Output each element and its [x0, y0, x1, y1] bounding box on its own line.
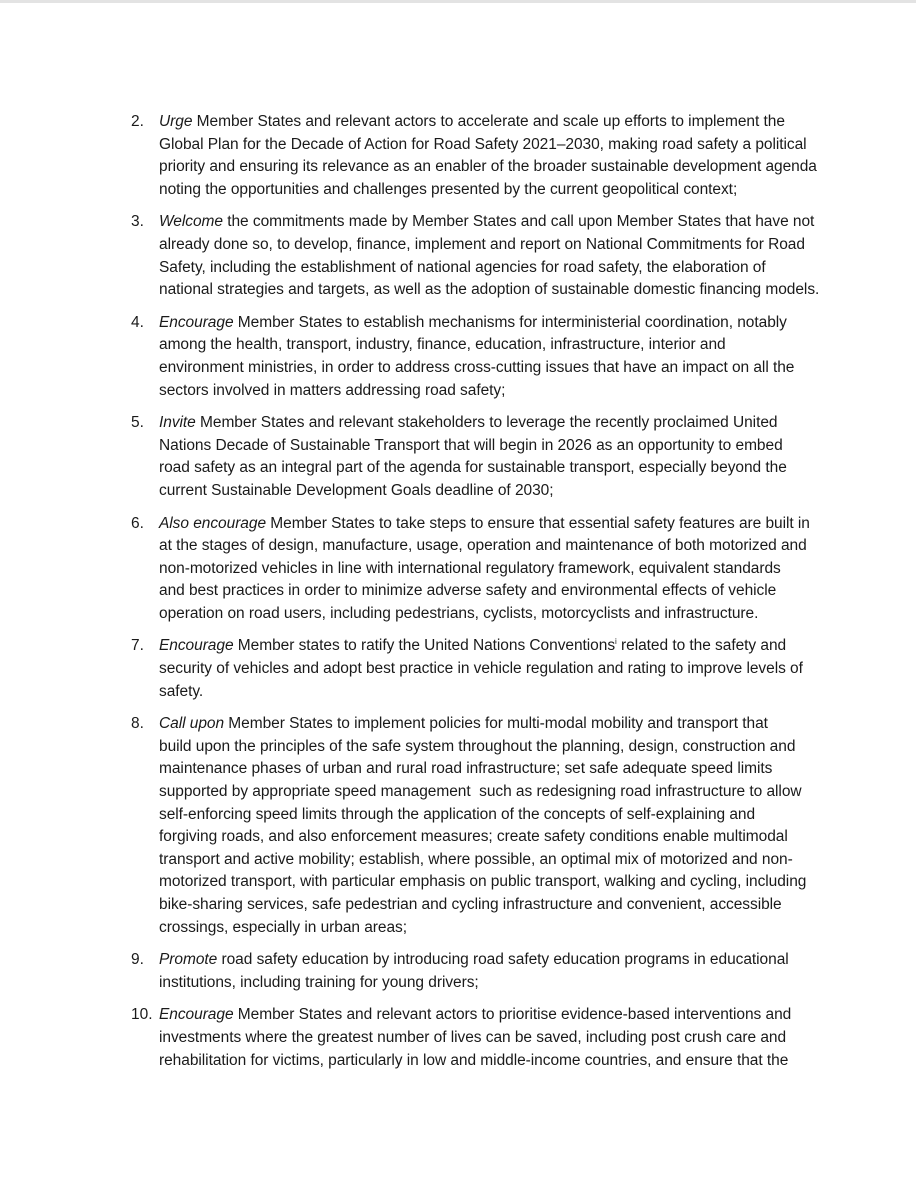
clause-line: sectors involved in matters addressing road safety;: [159, 381, 506, 399]
clause-line: [159, 412, 821, 435]
clause-number: 4.: [131, 313, 144, 331]
clause-line: [159, 111, 821, 134]
clause-line: [159, 713, 821, 736]
clause-line: Nations Decade of Sustainable Transport that will begin in 2026 as an opportunity to embed: [159, 436, 783, 454]
clause-number: 8.: [131, 715, 144, 733]
clause-10: [131, 1004, 821, 1072]
clause-line: forgiving roads, and also enforcement measures; create safety conditions enable multimodal: [159, 828, 788, 846]
clause-line: at the stages of design, manufacture, usage, operation and maintenance of both motorized and: [159, 537, 807, 555]
clause-line-text: the commitments made by Member States and call upon Member States that have not: [222, 213, 815, 231]
clause-line: Global Plan for the Decade of Action for Road Safety 2021–2030, making road safety a political: [159, 135, 807, 153]
clause-line-text: road safety education by introducing road safety education programs in educational: [217, 951, 789, 969]
clause-line: national strategies and targets, as well as the adoption of sustainable domestic financing models.: [159, 281, 820, 299]
operative-verb: Encourage: [159, 637, 234, 655]
clause-text: [159, 211, 821, 301]
operative-verb: Encourage: [159, 313, 234, 331]
clause-line: [159, 1004, 821, 1027]
clause-line-text: Member States and relevant actors to prioritise evidence-based interventions and: [233, 1006, 792, 1024]
clause-line: and best practices in order to minimize adverse safety and environmental effects of vehicle: [159, 582, 777, 600]
clause-line: noting the opportunities and challenges presented by the current geopolitical context;: [159, 180, 738, 198]
clause-8: [131, 713, 821, 939]
clause-line: self-enforcing speed limits through the application of the concepts of self-explaining and: [159, 805, 756, 823]
clause-line: operation on road users, including pedestrians, cyclists, motorcyclists and infrastructure.: [159, 604, 759, 622]
clause-line: environment ministries, in order to address cross-cutting issues that have an impact on all the: [159, 358, 795, 376]
clause-line-text: related to the safety and: [616, 637, 787, 655]
clause-number: 3.: [131, 213, 144, 231]
clause-line: rehabilitation for victims, particularly in low and middle-income countries, and ensure that the: [159, 1051, 789, 1069]
operative-verb: Urge: [159, 113, 193, 130]
operative-verb: Also encourage: [159, 514, 267, 532]
operative-verb: Encourage: [159, 1006, 234, 1024]
clause-6: [131, 513, 821, 626]
clause-number: 2.: [131, 113, 144, 130]
clause-line-text: Member States to implement policies for multi-modal mobility and transport that: [224, 715, 768, 733]
clause-text: [159, 513, 821, 626]
clause-line: motorized transport, with particular emphasis on public transport, walking and cycling, including: [159, 873, 807, 891]
clause-line: [159, 211, 821, 234]
clause-number: 5.: [131, 414, 144, 432]
clause-number: 10.: [131, 1006, 153, 1024]
clause-line: transport and active mobility; establish, where possible, an optimal mix of motorized and non-: [159, 850, 793, 868]
clause-text: [159, 635, 821, 703]
clause-text: [159, 312, 821, 402]
operative-verb: Promote: [159, 951, 218, 969]
clause-text: [159, 111, 821, 201]
clause-9: [131, 949, 821, 994]
page-top-border: [0, 0, 916, 3]
clause-line: [159, 635, 821, 658]
clause-line: already done so, to develop, finance, implement and report on National Commitments for Road: [159, 235, 805, 253]
clause-line-text: Member States and relevant actors to accelerate and scale up efforts to implement the: [192, 113, 785, 130]
document-page: [131, 111, 821, 1082]
clause-7: [131, 635, 821, 703]
clause-number: 6.: [131, 514, 144, 532]
clause-line: current Sustainable Development Goals deadline of 2030;: [159, 481, 554, 499]
clause-line: institutions, including training for young drivers;: [159, 973, 479, 991]
operative-verb: Welcome: [159, 213, 223, 231]
clause-line-text: Member states to ratify the United Nations Conventions: [233, 637, 616, 655]
footnote-marker[interactable]: i: [615, 637, 617, 647]
clause-line-text: Member States to take steps to ensure that essential safety features are built in: [266, 514, 810, 532]
clause-number: 7.: [131, 637, 144, 655]
clause-text: [159, 1004, 821, 1072]
clause-number: 9.: [131, 951, 144, 969]
clause-text: [159, 412, 821, 502]
clause-line-text: Member States to establish mechanisms for interministerial coordination, notably: [233, 313, 787, 331]
clause-line: build upon the principles of the safe system throughout the planning, design, construction and: [159, 737, 796, 755]
clause-4: [131, 312, 821, 402]
clause-2: [131, 111, 821, 201]
clause-3: [131, 211, 821, 301]
clause-line: maintenance phases of urban and rural road infrastructure; set safe adequate speed limits: [159, 760, 773, 778]
clause-line: among the health, transport, industry, finance, education, infrastructure, interior and: [159, 336, 726, 354]
clause-line: non-motorized vehicles in line with international regulatory framework, equivalent standards: [159, 559, 781, 577]
clause-line: safety.: [159, 682, 204, 700]
clause-line: priority and ensuring its relevance as an enabler of the broader sustainable development agenda: [159, 158, 817, 176]
clause-line: security of vehicles and adopt best practice in vehicle regulation and rating to improve levels of: [159, 660, 803, 678]
clause-text: [159, 949, 821, 994]
clause-line: [159, 949, 821, 972]
operative-verb: Invite: [159, 414, 196, 432]
clause-line: road safety as an integral part of the agenda for sustainable transport, especially beyond the: [159, 459, 787, 477]
clause-text: [159, 713, 821, 939]
clause-line: [159, 513, 821, 536]
clause-5: [131, 412, 821, 502]
clause-line: crossings, especially in urban areas;: [159, 918, 407, 936]
operative-verb: Call upon: [159, 715, 225, 733]
clause-line: investments where the greatest number of lives can be saved, including post crush care and: [159, 1028, 787, 1046]
clause-line: Safety, including the establishment of national agencies for road safety, the elaboration of: [159, 258, 766, 276]
clause-line-text: Member States and relevant stakeholders to leverage the recently proclaimed United: [195, 414, 778, 432]
clause-line: [159, 312, 821, 335]
clause-line: supported by appropriate speed management such as redesigning road infrastructure to allow: [159, 783, 802, 801]
clause-line: bike-sharing services, safe pedestrian and cycling infrastructure and convenient, accessible: [159, 896, 782, 913]
